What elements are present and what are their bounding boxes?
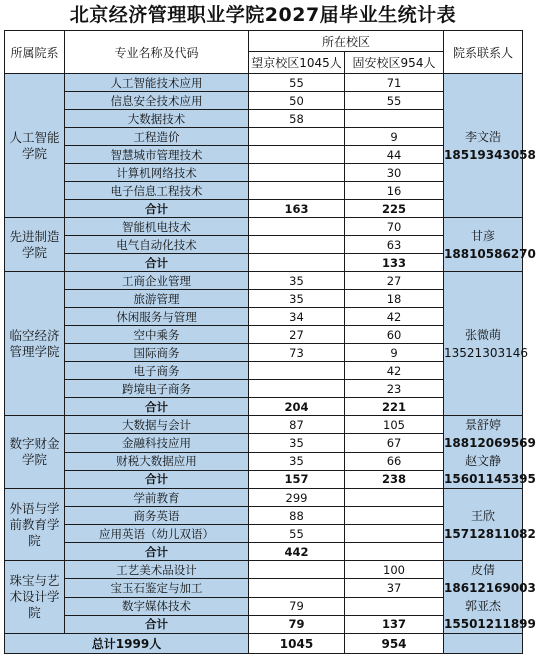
campus-a-count: 35 bbox=[249, 290, 345, 308]
contact-phone: 15712811082 bbox=[444, 526, 536, 541]
grand-total-row bbox=[5, 634, 523, 654]
header-contact: 院系联系人 bbox=[444, 31, 523, 74]
contact-name: 张微萌 bbox=[465, 327, 502, 342]
grand-total-campus-b: 954 bbox=[345, 634, 444, 654]
table-row bbox=[5, 272, 523, 290]
contact-name: 景舒婷 bbox=[465, 418, 502, 432]
subtotal-campus-a: 442 bbox=[249, 543, 345, 561]
table-row bbox=[5, 416, 523, 434]
major-cell: 计算机网络技术 bbox=[65, 164, 249, 182]
department-cell: 珠宝与艺术设计学院 bbox=[5, 561, 65, 634]
grand-total-campus-a: 1045 bbox=[249, 634, 345, 654]
campus-a-count: 27 bbox=[249, 326, 345, 344]
subtotal-campus-b: 221 bbox=[345, 398, 444, 416]
campus-a-count bbox=[249, 128, 345, 146]
contact-name: 郭亚杰 bbox=[465, 599, 502, 613]
table-body bbox=[5, 74, 536, 634]
contact-phone: 18612169003 bbox=[444, 581, 536, 595]
campus-b-count: 23 bbox=[345, 380, 444, 398]
subtotal-label: 合计 bbox=[65, 398, 249, 416]
major-cell: 工程造价 bbox=[65, 128, 249, 146]
contact-name: 甘彦 bbox=[471, 228, 496, 243]
campus-b-count bbox=[345, 507, 444, 525]
subtotal-campus-b: 225 bbox=[345, 200, 444, 218]
campus-a-count: 73 bbox=[249, 344, 345, 362]
campus-a-count: 55 bbox=[249, 525, 345, 543]
subtotal-campus-b bbox=[345, 543, 444, 561]
campus-b-count bbox=[345, 489, 444, 507]
major-cell: 应用英语（幼儿双语） bbox=[65, 525, 249, 543]
campus-b-count: 70 bbox=[345, 218, 444, 236]
major-cell: 电子商务 bbox=[65, 362, 249, 380]
contact-cell bbox=[444, 272, 528, 416]
campus-b-count: 60 bbox=[345, 326, 444, 344]
campus-a-count bbox=[249, 561, 345, 579]
campus-b-count: 63 bbox=[345, 236, 444, 254]
campus-b-count: 105 bbox=[345, 416, 444, 434]
contact-name: 赵文静 bbox=[465, 454, 502, 468]
contact-phone: 15601145395 bbox=[444, 472, 536, 486]
table-row bbox=[5, 561, 523, 579]
major-cell: 宝玉石鉴定与加工 bbox=[65, 579, 249, 597]
major-cell: 工艺美术品设计 bbox=[65, 561, 249, 579]
campus-a-count: 87 bbox=[249, 416, 345, 434]
table-row bbox=[5, 218, 523, 236]
contact-name: 皮倩 bbox=[471, 563, 496, 577]
subtotal-campus-a bbox=[249, 254, 345, 272]
campus-a-count: 50 bbox=[249, 92, 345, 110]
campus-b-count: 30 bbox=[345, 164, 444, 182]
campus-b-count: 18 bbox=[345, 290, 444, 308]
contact-cell bbox=[444, 489, 536, 561]
subtotal-label: 合计 bbox=[65, 200, 249, 218]
subtotal-campus-a: 204 bbox=[249, 398, 345, 416]
graduate-stats-table bbox=[4, 30, 536, 654]
major-cell: 商务英语 bbox=[65, 507, 249, 525]
major-cell: 学前教育 bbox=[65, 489, 249, 507]
campus-b-count bbox=[345, 525, 444, 543]
contact-phone: 18810586270 bbox=[444, 246, 536, 261]
campus-b-count: 16 bbox=[345, 182, 444, 200]
department-cell: 数字财金学院 bbox=[5, 416, 65, 489]
table-wrapper bbox=[4, 30, 536, 654]
campus-a-count bbox=[249, 218, 345, 236]
campus-b-count bbox=[345, 110, 444, 128]
campus-a-count bbox=[249, 164, 345, 182]
subtotal-campus-b: 133 bbox=[345, 254, 444, 272]
campus-a-count: 58 bbox=[249, 110, 345, 128]
department-cell: 外语与学前教育学院 bbox=[5, 489, 65, 561]
major-cell: 数字媒体技术 bbox=[65, 597, 249, 615]
campus-a-count: 55 bbox=[249, 74, 345, 92]
campus-a-count: 35 bbox=[249, 452, 345, 470]
campus-a-count: 34 bbox=[249, 308, 345, 326]
header-department: 所属院系 bbox=[5, 31, 65, 74]
subtotal-campus-b: 137 bbox=[345, 615, 444, 633]
campus-a-count bbox=[249, 182, 345, 200]
campus-a-count bbox=[249, 362, 345, 380]
subtotal-campus-a: 79 bbox=[249, 615, 345, 633]
major-cell: 信息安全技术应用 bbox=[65, 92, 249, 110]
contact-phone: 18519343058 bbox=[444, 147, 536, 162]
campus-a-count: 79 bbox=[249, 597, 345, 615]
header-campus-a: 望京校区1045人 bbox=[249, 52, 345, 74]
contact-cell bbox=[444, 561, 536, 634]
department-cell: 先进制造学院 bbox=[5, 218, 65, 272]
major-cell: 大数据与会计 bbox=[65, 416, 249, 434]
campus-a-count bbox=[249, 380, 345, 398]
major-cell: 工商企业管理 bbox=[65, 272, 249, 290]
table-row bbox=[5, 74, 523, 92]
subtotal-campus-b: 238 bbox=[345, 470, 444, 488]
contact-cell bbox=[444, 416, 536, 489]
campus-a-count bbox=[249, 146, 345, 164]
major-cell: 大数据技术 bbox=[65, 110, 249, 128]
campus-b-count: 67 bbox=[345, 434, 444, 452]
campus-b-count: 100 bbox=[345, 561, 444, 579]
campus-b-count: 55 bbox=[345, 92, 444, 110]
page-title: 北京经济管理职业学院2027届毕业生统计表 bbox=[69, 4, 457, 26]
contact-cell bbox=[444, 74, 536, 218]
grand-total-label: 总计1999人 bbox=[5, 634, 249, 654]
major-cell: 休闲服务与管理 bbox=[65, 308, 249, 326]
department-cell: 人工智能学院 bbox=[5, 74, 65, 218]
contact-phone: 13521303146 bbox=[444, 345, 528, 360]
major-cell: 旅游管理 bbox=[65, 290, 249, 308]
subtotal-label: 合计 bbox=[65, 254, 249, 272]
major-cell: 国际商务 bbox=[65, 344, 249, 362]
contact-name: 李文浩 bbox=[465, 129, 502, 144]
subtotal-campus-a: 163 bbox=[249, 200, 345, 218]
campus-b-count: 71 bbox=[345, 74, 444, 92]
subtotal-label: 合计 bbox=[65, 615, 249, 633]
subtotal-label: 合计 bbox=[65, 543, 249, 561]
contact-name: 王欣 bbox=[471, 508, 496, 523]
campus-a-count: 35 bbox=[249, 434, 345, 452]
major-cell: 人工智能技术应用 bbox=[65, 74, 249, 92]
campus-a-count bbox=[249, 236, 345, 254]
contact-phone: 15501211899 bbox=[444, 617, 536, 631]
contact-phone: 18812069569 bbox=[444, 436, 536, 450]
campus-b-count bbox=[345, 597, 444, 615]
campus-b-count: 42 bbox=[345, 308, 444, 326]
campus-a-count: 88 bbox=[249, 507, 345, 525]
campus-b-count: 37 bbox=[345, 579, 444, 597]
subtotal-campus-a: 157 bbox=[249, 470, 345, 488]
campus-b-count: 9 bbox=[345, 128, 444, 146]
campus-b-count: 42 bbox=[345, 362, 444, 380]
header-major: 专业名称及代码 bbox=[65, 31, 249, 74]
major-cell: 空中乘务 bbox=[65, 326, 249, 344]
table-row bbox=[5, 489, 523, 507]
major-cell: 电气自动化技术 bbox=[65, 236, 249, 254]
campus-b-count: 27 bbox=[345, 272, 444, 290]
campus-b-count: 66 bbox=[345, 452, 444, 470]
department-cell: 临空经济管理学院 bbox=[5, 272, 65, 416]
major-cell: 智能机电技术 bbox=[65, 218, 249, 236]
campus-b-count: 9 bbox=[345, 344, 444, 362]
major-cell: 电子信息工程技术 bbox=[65, 182, 249, 200]
major-cell: 智慧城市管理技术 bbox=[65, 146, 249, 164]
campus-a-count: 35 bbox=[249, 272, 345, 290]
grand-total-contact-blank bbox=[444, 634, 523, 654]
campus-b-count: 44 bbox=[345, 146, 444, 164]
campus-a-count: 299 bbox=[249, 489, 345, 507]
contact-cell bbox=[444, 218, 536, 272]
campus-a-count bbox=[249, 579, 345, 597]
subtotal-label: 合计 bbox=[65, 470, 249, 488]
major-cell: 财税大数据应用 bbox=[65, 452, 249, 470]
header-campus-group: 所在校区 bbox=[249, 31, 444, 52]
major-cell: 金融科技应用 bbox=[65, 434, 249, 452]
header-campus-b: 固安校区954人 bbox=[345, 52, 444, 74]
major-cell: 跨境电子商务 bbox=[65, 380, 249, 398]
